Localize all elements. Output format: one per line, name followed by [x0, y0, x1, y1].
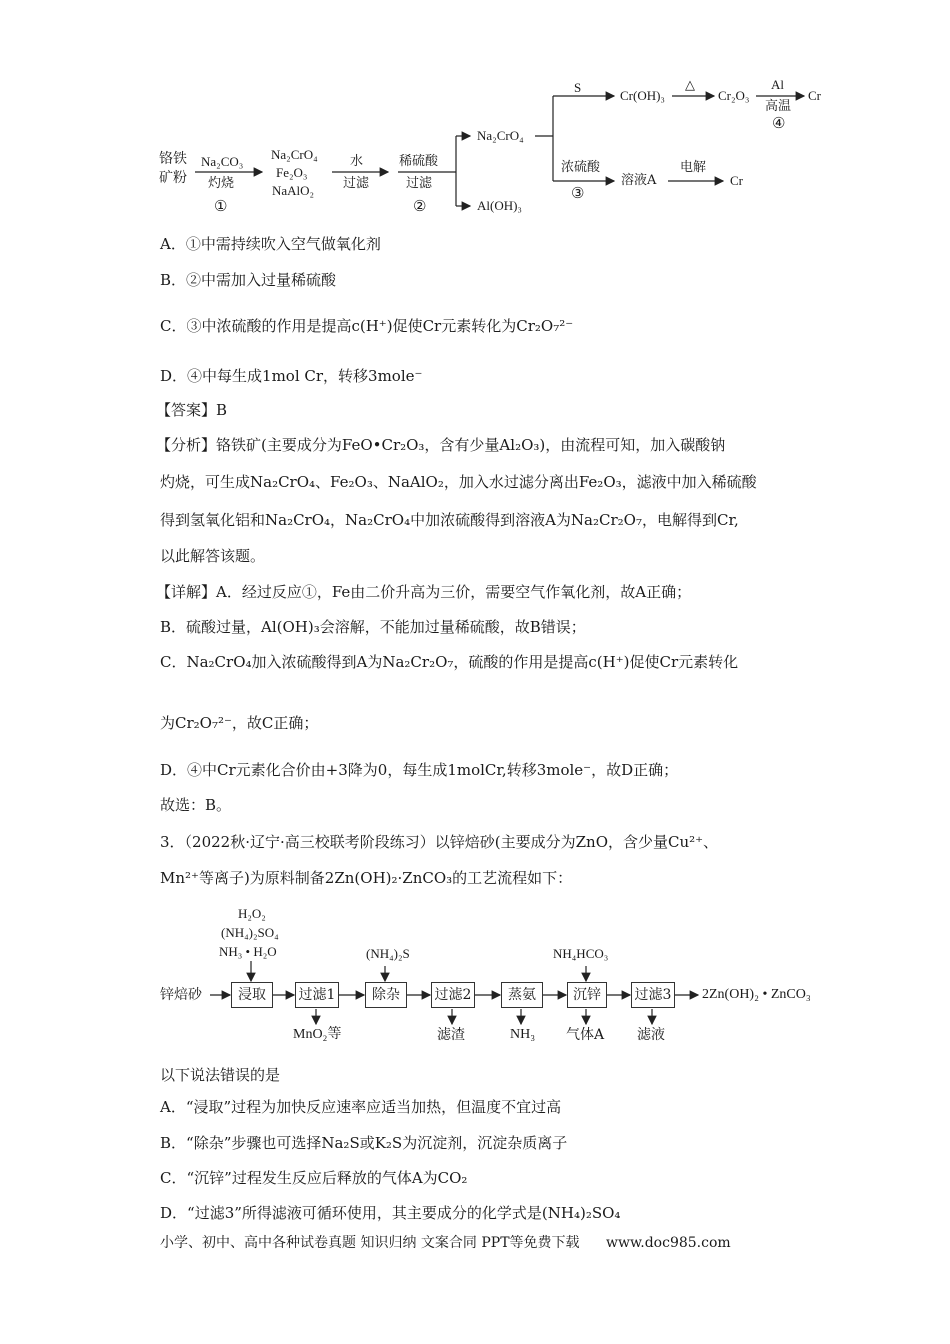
- aluminum-reagent: Al: [771, 77, 784, 92]
- box-leach: 浸取: [231, 982, 273, 1008]
- q2-choice: 故选：B。: [160, 796, 232, 814]
- filter2-output: 滤渣: [437, 1027, 465, 1043]
- q2-analysis-line1: 【分析】铬铁矿(主要成分为FeO•Cr₂O₃，含有少量Al₂O₃)，由流程可知，加入碳酸钠: [156, 436, 726, 454]
- box-filter-1: 过滤1: [295, 982, 339, 1008]
- step1-reagent: Na₂CO₃: [201, 154, 244, 169]
- branch-down-product: Al(OH)₃: [477, 198, 522, 213]
- q3-option-b: B．“除杂”步骤也可选择Na₂S或K₂S为沉淀剂，沉淀杂质离子: [160, 1134, 568, 1152]
- solution-a: 溶液A: [621, 173, 657, 188]
- cr-hydroxide: Cr(OH)₃: [620, 88, 665, 103]
- leach-reagent-1: H₂O₂: [238, 906, 266, 921]
- chromium-product-bottom: Cr: [730, 173, 743, 188]
- step3-operation: 过滤: [406, 176, 433, 191]
- filter1-output: MnO₂等: [293, 1027, 342, 1042]
- leach-reagent-2: (NH₄)₂SO₄: [221, 925, 279, 940]
- step1-condition: 灼烧: [208, 176, 235, 191]
- q2-option-d: D．④中每生成1mol Cr，转移3mole⁻: [160, 367, 423, 385]
- box-ammonia-evaporation: 蒸氨: [501, 982, 543, 1008]
- footer: [160, 1232, 731, 1252]
- q2-detail-line2: B．硫酸过量，Al(OH)₃会溶解，不能加过量稀硫酸，故B错误；: [160, 618, 586, 636]
- q3-option-a: A．“浸取”过程为加快反应速率应适当加热，但温度不宜过高: [160, 1098, 562, 1116]
- high-temp-condition: 高温: [765, 99, 792, 114]
- sulfur-reagent: S: [574, 80, 582, 95]
- q3-stem-line2: Mn²⁺等离子)为原料制备2Zn(OH)₂·ZnCO₃的工艺流程如下：: [160, 869, 573, 887]
- q2-option-b: B．②中需加入过量稀硫酸: [160, 271, 337, 289]
- step3b-number: ③: [571, 186, 585, 202]
- q3-prompt: 以下说法错误的是: [160, 1066, 281, 1084]
- zinc-calcine-start: 锌焙砂: [160, 987, 202, 1003]
- step1-number: ①: [214, 199, 228, 215]
- gas-a-output: 气体A: [566, 1027, 605, 1043]
- q2-detail-line4: 为Cr₂O₇²⁻，故C正确；: [160, 714, 319, 732]
- step2-reagent: 水: [350, 154, 364, 169]
- heat-symbol: △: [685, 77, 695, 92]
- q2-detail-line5: D．④中Cr元素化合价由+3降为0，每生成1molCr,转移3mole⁻，故D正确；: [160, 761, 679, 779]
- q2-analysis-line4: 以此解答该题。: [160, 547, 266, 565]
- products1-line1: Na₂CrO₄: [271, 147, 318, 162]
- chromium-product-top: Cr: [808, 88, 821, 103]
- q2-option-c: C．③中浓硫酸的作用是提高c(H⁺)促使Cr元素转化为Cr₂O₇²⁻: [160, 317, 574, 335]
- q3-stem-line1: 3．（2022秋·辽宁·高三校联考阶段练习）以锌焙砂(主要成分为ZnO，含少量Cu²⁺、: [160, 833, 719, 851]
- q2-answer: 【答案】B: [156, 401, 228, 419]
- electrolysis-condition: 电解: [680, 160, 707, 175]
- products1-line2: Fe₂O₃: [276, 165, 308, 180]
- step3-number: ②: [413, 199, 427, 215]
- conc-acid-reagent: 浓硫酸: [561, 160, 601, 175]
- footer-text: 小学、初中、高中各种试卷真题 知识归纳 文案合同 PPT等免费下载: [160, 1235, 580, 1251]
- q2-detail-line1: 【详解】A．经过反应①，Fe由二价升高为三价，需要空气作氧化剂，故A正确；: [156, 583, 692, 601]
- branch-up-product: Na₂CrO₄: [477, 128, 524, 143]
- impurity-reagent: (NH₄)₂S: [366, 946, 410, 961]
- filter3-output: 滤液: [637, 1027, 665, 1043]
- final-product: 2Zn(OH)₂ • ZnCO₃: [702, 987, 811, 1002]
- leach-reagent-3: NH₃ • H₂O: [219, 944, 277, 959]
- box-filter-2: 过滤2: [431, 982, 475, 1008]
- q3-option-c: C．“沉锌”过程发生反应后释放的气体A为CO₂: [160, 1169, 468, 1187]
- raw-material-label: 铬铁 矿粉: [159, 151, 187, 186]
- step3-reagent: 稀硫酸: [399, 154, 439, 169]
- products1-line3: NaAlO₂: [272, 183, 315, 198]
- footer-link[interactable]: www.doc985.com: [605, 1235, 731, 1251]
- q3-option-d: D．“过滤3”所得滤液可循环使用，其主要成分的化学式是(NH₄)₂SO₄: [160, 1204, 621, 1222]
- q2-analysis-line3: 得到氢氧化铝和Na₂CrO₄，Na₂CrO₄中加浓硫酸得到溶液A为Na₂Cr₂O₇，电解得到Cr,: [160, 511, 739, 529]
- q2-detail-line3: C．Na₂CrO₄加入浓硫酸得到A为Na₂Cr₂O₇，硫酸的作用是提高c(H⁺)促使Cr元素转化: [160, 653, 739, 671]
- box-remove-impurity: 除杂: [365, 982, 407, 1008]
- cr-oxide: Cr₂O₃: [718, 88, 750, 103]
- step2-operation: 过滤: [343, 176, 370, 191]
- ammonia-output: NH₃: [510, 1027, 536, 1042]
- box-filter-3: 过滤3: [631, 982, 675, 1008]
- step4-number: ④: [772, 116, 786, 132]
- box-zinc-precipitation: 沉锌: [567, 982, 607, 1008]
- precipitation-reagent: NH₄HCO₃: [553, 946, 609, 961]
- q2-option-a: A．①中需持续吹入空气做氧化剂: [160, 235, 381, 253]
- q2-analysis-line2: 灼烧，可生成Na₂CrO₄、Fe₂O₃、NaAlO₂，加入水过滤分离出Fe₂O₃，滤液中加入稀硫酸: [160, 473, 757, 491]
